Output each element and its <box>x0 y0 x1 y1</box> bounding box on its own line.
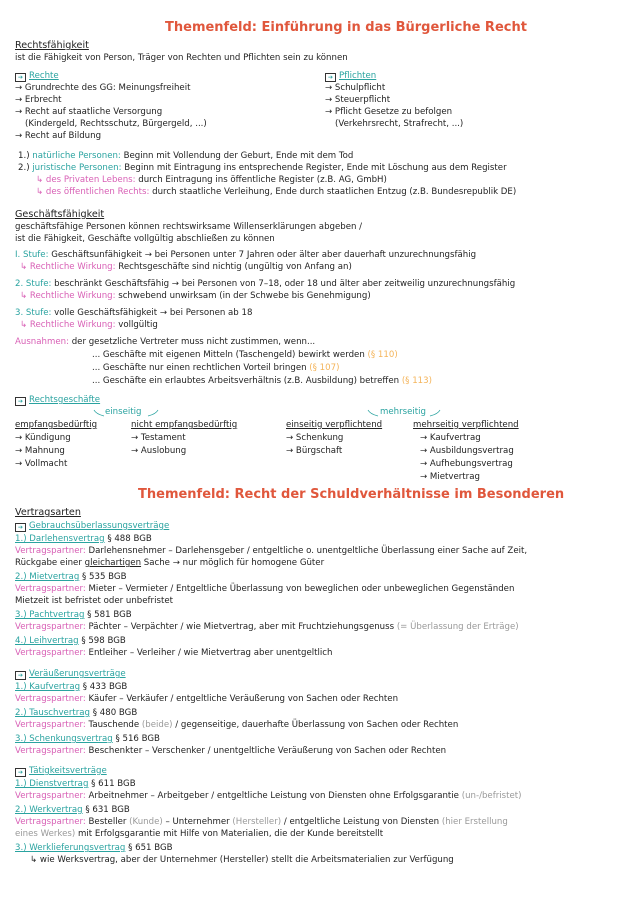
contract-text: Vertragspartner: Arbeitnehmer – Arbeitgeber / entgeltliche Leistung von Diensten ohne Erfolgsgarantie (un-/befristet) <box>15 791 522 801</box>
rechte-heading: ➔ Rechte <box>15 71 59 82</box>
rechtsgeschaefte-heading: ➔ Rechtsgeschäfte <box>15 395 100 406</box>
person-line-2b: ↳ des öffentlichen Rechts: durch staatliche Verleihung, Ende durch staatlichen Entzug (z.B. Bundesrepublik DE) <box>36 187 517 197</box>
list-item: → Testament <box>131 433 186 443</box>
contract-title: 1.) Dienstvertrag § 611 BGB <box>15 779 136 789</box>
section-heading-rechtsfaehigkeit: Rechtsfähigkeit <box>15 40 89 51</box>
list-item: → Recht auf staatliche Versorgung <box>15 107 163 117</box>
list-item: → Schulpflicht <box>325 83 386 93</box>
list-item: → Ausbildungsvertrag <box>420 446 514 456</box>
person-line-1: 1.) natürliche Personen: Beginn mit Vollendung der Geburt, Ende mit dem Tod <box>18 151 354 161</box>
wirkung-2: ↳ Rechtliche Wirkung: schwebend unwirksam (in der Schwebe bis Genehmigung) <box>20 291 371 301</box>
list-item: → Recht auf Bildung <box>15 131 102 141</box>
contract-title: 2.) Werkvertrag § 631 BGB <box>15 805 130 815</box>
list-item: → Schenkung <box>286 433 344 443</box>
ausnahmen-line: Ausnahmen: der gesetzliche Vertreter muss nicht zustimmen, wenn... <box>15 337 316 347</box>
list-item: → Steuerpflicht <box>325 95 391 105</box>
contract-text: Rückgabe einer gleichartigen Sache → nur möglich für homogene Güter <box>15 558 325 568</box>
contract-text: Vertragspartner: Beschenkter – Verschenker / unentgeltliche Veräußerung von Sachen oder Rechten <box>15 746 447 756</box>
wirkung-3: ↳ Rechtliche Wirkung: vollgültig <box>20 320 158 330</box>
list-item: → Kaufvertrag <box>420 433 481 443</box>
list-item: → Vollmacht <box>15 459 68 469</box>
stufe-3: 3. Stufe: volle Geschäftsfähigkeit → bei Personen ab 18 <box>15 308 253 318</box>
wirkung-1: ↳ Rechtliche Wirkung: Rechtsgeschäfte sind nichtig (ungültig von Anfang an) <box>20 262 352 272</box>
contract-text: Mietzeit ist befristet oder unbefristet <box>15 596 173 606</box>
col-heading-einseitig-verpflichtend: einseitig verpflichtend <box>286 420 383 430</box>
person-line-2: 2.) juristische Personen: Beginn mit Eintragung ins entsprechende Register, Ende mit Löschung aus dem Register <box>18 163 507 173</box>
contract-text: Vertragspartner: Darlehensnehmer – Darlehensgeber / entgeltliche o. unentgeltliche Überlassung einer Sache auf Zeit, <box>15 546 528 556</box>
page-title-1: Themenfeld: Einführung in das Bürgerliche Recht <box>165 20 527 35</box>
definition-text: geschäftsfähige Personen können rechtswirksame Willenserklärungen abgeben / <box>15 222 363 232</box>
contract-text: Vertragspartner: Käufer – Verkäufer / entgeltliche Veräußerung von Sachen oder Rechten <box>15 694 399 704</box>
contract-text: Vertragspartner: Entleiher – Verleiher / wie Mietvertrag aber unentgeltlich <box>15 648 333 658</box>
section-heading-vertragsarten: Vertragsarten <box>15 507 81 518</box>
list-item: → Auslobung <box>131 446 187 456</box>
contract-title: 3.) Werklieferungsvertrag § 651 BGB <box>15 843 173 853</box>
branch-arrows <box>0 404 640 420</box>
contract-text: Vertragspartner: Tauschende (beide) / gegenseitige, dauerhafte Überlassung von Sachen oder Rechten <box>15 720 459 730</box>
stufe-1: I. Stufe: Geschäftsunfähigkeit → bei Personen unter 7 Jahren oder älter aber dauerhaft unzurechnungsfähig <box>15 250 477 260</box>
contract-title: 2.) Mietvertrag § 535 BGB <box>15 572 127 582</box>
col-heading-nicht-empfangsbeduerftig: nicht empfangsbedürftig <box>131 420 238 430</box>
arrow-box-icon: ➔ <box>15 397 26 406</box>
contract-text: eines Werkes) mit Erfolgsgarantie mit Hilfe von Materialien, die der Kunde bereitstellt <box>15 829 384 839</box>
list-item: → Pflicht Gesetze zu befolgen <box>325 107 453 117</box>
list-item: → Grundrechte des GG: Meinungsfreiheit <box>15 83 191 93</box>
list-item: → Mietvertrag <box>420 472 480 482</box>
page-title-2: Themenfeld: Recht der Schuldverhältnisse im Besonderen <box>138 487 565 502</box>
contract-title: 4.) Leihvertrag § 598 BGB <box>15 636 126 646</box>
list-item: (Kindergeld, Rechtsschutz, Bürgergeld, ...) <box>25 119 207 129</box>
arrow-box-icon: ➔ <box>15 73 26 82</box>
list-item: → Erbrecht <box>15 95 62 105</box>
mehrseitig-label: mehrseitig <box>380 407 427 417</box>
ausnahme-item: ... Geschäfte ein erlaubtes Arbeitsverhältnis (z.B. Ausbildung) betreffen (§ 113) <box>92 376 432 386</box>
pflichten-heading: ➔ Pflichten <box>325 71 376 82</box>
contract-title: 2.) Tauschvertrag § 480 BGB <box>15 708 138 718</box>
ausnahme-item: ... Geschäfte nur einen rechtlichen Vorteil bringen (§ 107) <box>92 363 340 373</box>
taetigkeit-heading: ➔ Tätigkeitsverträge <box>15 766 107 777</box>
contract-text: ↳ wie Werksvertrag, aber der Unternehmer (Hersteller) stellt die Arbeitsmaterialien zur Verfügung <box>30 855 454 865</box>
contract-title: 3.) Pachtvertrag § 581 BGB <box>15 610 132 620</box>
definition-text: ist die Fähigkeit von Person, Träger von Rechten und Pflichten sein zu können <box>15 53 348 63</box>
veraeusserung-heading: ➔ Veräußerungsverträge <box>15 669 126 680</box>
arrow-box-icon: ➔ <box>15 768 26 777</box>
list-item: → Mahnung <box>15 446 65 456</box>
arrow-box-icon: ➔ <box>325 73 336 82</box>
contract-text: Vertragspartner: Pächter – Verpächter / wie Mietvertrag, aber mit Fruchtziehungsgenuss (= Überlassung der Erträge) <box>15 622 519 632</box>
contract-text: Vertragspartner: Besteller (Kunde) – Unternehmer (Hersteller) / entgeltliche Leistung von Diensten (hier Erstellung <box>15 817 508 827</box>
gebrauch-heading: ➔ Gebrauchsüberlassungsverträge <box>15 521 169 532</box>
arrow-box-icon: ➔ <box>15 523 26 532</box>
stufe-2: 2. Stufe: beschränkt Geschäftsfähig → bei Personen von 7–18, oder 18 und älter aber zeitweilig unzurechnungsfähig <box>15 279 516 289</box>
contract-title: 1.) Kaufvertrag § 433 BGB <box>15 682 128 692</box>
list-item: (Verkehrsrecht, Strafrecht, ...) <box>335 119 464 129</box>
einseitig-label: einseitig <box>105 407 142 417</box>
list-item: → Aufhebungsvertrag <box>420 459 513 469</box>
col-heading-empfangsbeduerftig: empfangsbedürftig <box>15 420 98 430</box>
list-item: → Kündigung <box>15 433 71 443</box>
contract-text: Vertragspartner: Mieter – Vermieter / Entgeltliche Überlassung von beweglichen oder unbeweglichen Gegenständen <box>15 584 515 594</box>
contract-title: 1.) Darlehensvertrag § 488 BGB <box>15 534 152 544</box>
contract-title: 3.) Schenkungsvertrag § 516 BGB <box>15 734 160 744</box>
ausnahme-item: ... Geschäfte mit eigenen Mitteln (Taschengeld) bewirkt werden (§ 110) <box>92 350 398 360</box>
definition-text: ist die Fähigkeit, Geschäfte vollgültig abschließen zu können <box>15 234 275 244</box>
col-heading-mehrseitig-verpflichtend: mehrseitig verpflichtend <box>413 420 519 430</box>
list-item: → Bürgschaft <box>286 446 343 456</box>
person-line-2a: ↳ des Privaten Lebens: durch Eintragung ins öffentliche Register (z.B. AG, GmbH) <box>36 175 387 185</box>
arrow-box-icon: ➔ <box>15 671 26 680</box>
section-heading-geschaeftsfaehigkeit: Geschäftsfähigkeit <box>15 209 105 220</box>
